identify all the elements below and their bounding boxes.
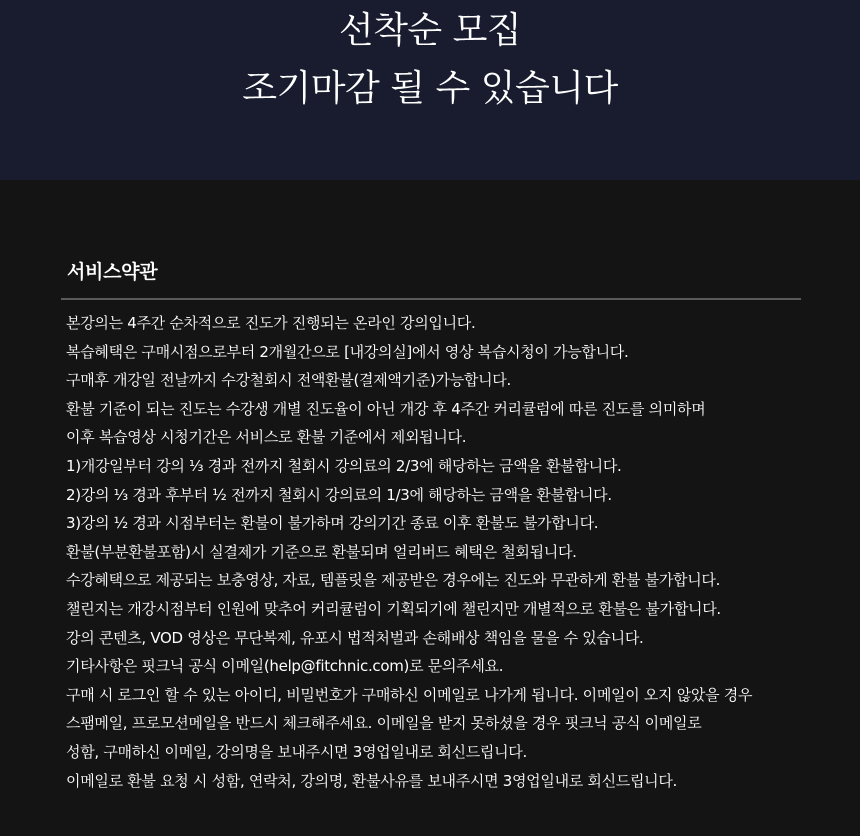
terms-item: 1)개강일부터 강의 ⅓ 경과 전까지 철회시 강의료의 2/3에 해당하는 금액을 환불합니다. <box>66 456 622 475</box>
terms-item: 복습혜택은 구매시점으로부터 2개월간으로 [내강의실]에서 영상 복습시청이 가능합니다. <box>66 342 629 361</box>
terms-item: 구매 시 로그인 할 수 있는 아이디, 비밀번호가 구매하신 이메일로 나가게 됩니다. 이메일이 오지 않았을 경우 <box>66 685 753 704</box>
terms-item: 본강의는 4주간 순차적으로 진도가 진행되는 온라인 강의입니다. <box>66 314 476 332</box>
section-title: 서비스약관 <box>67 261 158 283</box>
terms-item: 스팸메일, 프로모션메일을 반드시 체크해주세요. 이메일을 받지 못하셨을 경우 핏크닉 공식 이메일로 <box>66 714 702 733</box>
terms-item: 기타사항은 핏크닉 공식 이메일(help@fitchnic.com)로 문의주세요. <box>66 657 504 676</box>
hero-banner <box>0 0 860 180</box>
terms-item: 강의 콘텐츠, VOD 영상은 무단복제, 유포시 법적처벌과 손해배상 책임을 물을 수 있습니다. <box>66 628 644 647</box>
hero-title <box>0 8 860 112</box>
terms-list <box>61 309 801 795</box>
terms-item: 이메일로 환불 요청 시 성함, 연락처, 강의명, 환불사유를 보내주시면 3영업일내로 회신드립니다. <box>66 771 678 790</box>
terms-item: 3)강의 ½ 경과 시점부터는 환불이 불가하며 강의기간 종료 이후 환불도 불가합니다. <box>66 514 599 533</box>
section-divider <box>61 298 801 300</box>
terms-item: 이후 복습영상 시청기간은 서비스로 환불 기준에서 제외됩니다. <box>66 428 467 447</box>
terms-item: 2)강의 ⅓ 경과 후부터 ½ 전까지 철회시 강의료의 1/3에 해당하는 금액을 환불합니다. <box>66 485 612 504</box>
hero-title-line-2: 조기마감 될 수 있습니다 <box>242 68 618 109</box>
terms-item: 구매후 개강일 전날까지 수강철회시 전액환불(결제액기준)가능합니다. <box>66 371 511 390</box>
hero-title-line-1: 선착순 모집 <box>338 10 522 51</box>
terms-section <box>0 180 860 836</box>
terms-item: 환불(부분환불포함)시 실결제가 기준으로 환불되며 얼리버드 혜택은 철회됩니다. <box>66 542 577 561</box>
terms-item: 성함, 구매하신 이메일, 강의명을 보내주시면 3영업일내로 회신드립니다. <box>66 742 527 761</box>
terms-item: 수강혜택으로 제공되는 보충영상, 자료, 템플릿을 제공받은 경우에는 진도와 무관하게 환불 불가합니다. <box>66 571 721 590</box>
terms-item: 환불 기준이 되는 진도는 수강생 개별 진도율이 아닌 개강 후 4주간 커리큘럼에 따른 진도를 의미하며 <box>66 399 706 418</box>
terms-item: 챌린지는 개강시점부터 인원에 맞추어 커리큘럼이 기획되기에 챌린지만 개별적으로 환불은 불가합니다. <box>66 599 721 618</box>
